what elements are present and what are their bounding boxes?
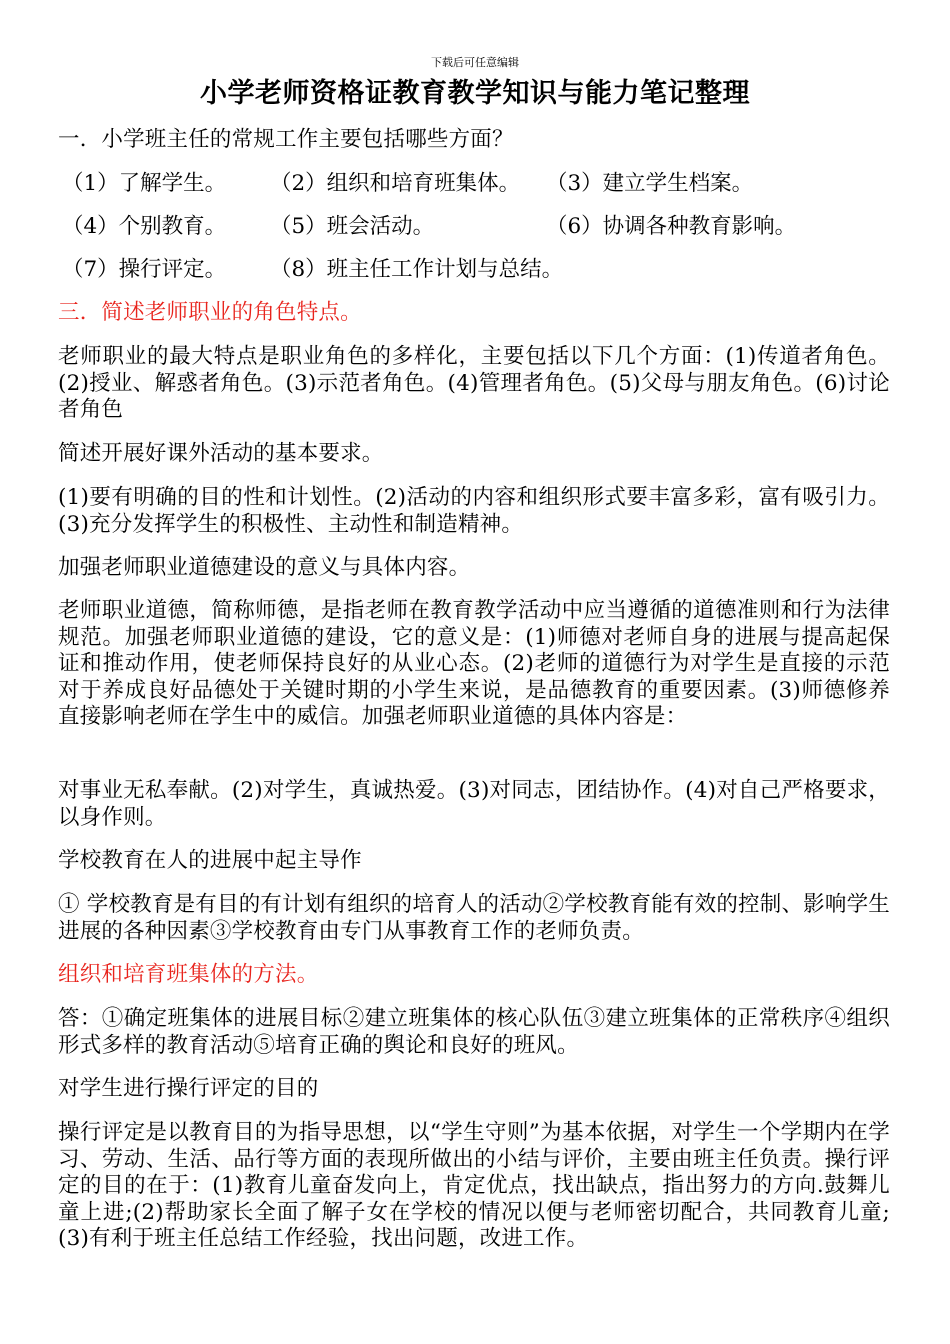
school-education-paragraph: ① 学校教育是有目的有计划有组织的培育人的活动②学校教育能有效的控制、影响学生进展的各种因素③学校教育由专门从事教育工作的老师负责。 [58, 892, 890, 944]
q1-item-2: （2）组织和培育班集体。 [270, 171, 521, 196]
extracurricular-heading: 简述开展好课外活动的基本要求。 [58, 441, 384, 466]
teacher-role-paragraph: 老师职业的最大特点是职业角色的多样化，主要包括以下几个方面：(1)传道者角色。(2)授业、解惑者角色。(3)示范者角色。(4)管理者角色。(5)父母与朋友角色。(6)讨论者角色 [58, 344, 890, 422]
question-3-heading: 三．简述老师职业的角色特点。 [58, 300, 362, 325]
school-education-heading: 学校教育在人的进展中起主导作 [58, 848, 362, 873]
ethics-paragraph: 老师职业道德，简称师德，是指老师在教育教学活动中应当遵循的道德准则和行为法律规范。加强老师职业道德的建设，它的意义是：(1)师德对老师自身的进展与提高起保证和推动作用，使老师保持良好的从业心态。(2)老师的道德行为对学生是直接的示范对于养成良好品德处于关键时期的小学生来说，是品德教育的重要因素。(3)师德修养直接影响老师在学生中的威信。加强老师职业道德的具体内容是： [58, 598, 890, 729]
q1-item-5: （5）班会活动。 [270, 214, 435, 239]
q1-item-1: （1）了解学生。 [62, 171, 227, 196]
question-1-heading: 一．小学班主任的常规工作主要包括哪些方面？ [58, 127, 514, 152]
class-collective-paragraph: 答：①确定班集体的进展目标②建立班集体的核心队伍③建立班集体的正常秩序④组织形式多样的教育活动⑤培育正确的舆论和良好的班风。 [58, 1006, 890, 1058]
class-collective-heading: 组织和培育班集体的方法。 [58, 962, 319, 987]
document-title: 小学老师资格证教育教学知识与能力笔记整理 [200, 78, 750, 109]
extracurricular-paragraph: (1)要有明确的目的性和计划性。(2)活动的内容和组织形式要丰富多彩，富有吸引力。(3)充分发挥学生的积极性、主动性和制造精神。 [58, 485, 890, 537]
q1-item-6: （6）协调各种教育影响。 [546, 214, 797, 239]
ethics-heading: 加强老师职业道德建设的意义与具体内容。 [58, 555, 471, 580]
q1-item-3: （3）建立学生档案。 [546, 171, 754, 196]
conduct-evaluation-paragraph: 操行评定是以教育目的为指导思想，以“学生守则”为基本依据，对学生一个学期内在学习、劳动、生活、品行等方面的表现所做出的小结与评价，主要由班主任负责。操行评定的目的在于：(1)教育儿童奋发向上，肯定优点，找出缺点，指出努力的方向.鼓舞儿童上进;(2)帮助家长全面了解子女在学校的情况以便与老师密切配合，共同教育儿童;(3)有利于班主任总结工作经验，找出问题，改进工作。 [58, 1120, 890, 1251]
conduct-evaluation-heading: 对学生进行操行评定的目的 [58, 1076, 319, 1101]
q1-item-8: （8）班主任工作计划与总结。 [270, 257, 564, 282]
watermark-text: 下载后可任意编辑 [431, 56, 519, 69]
ethics-content-paragraph: 对事业无私奉献。(2)对学生，真诚热爱。(3)对同志，团结协作。(4)对自己严格要求，以身作则。 [58, 778, 890, 830]
q1-item-4: （4）个别教育。 [62, 214, 227, 239]
q1-item-7: （7）操行评定。 [62, 257, 227, 282]
